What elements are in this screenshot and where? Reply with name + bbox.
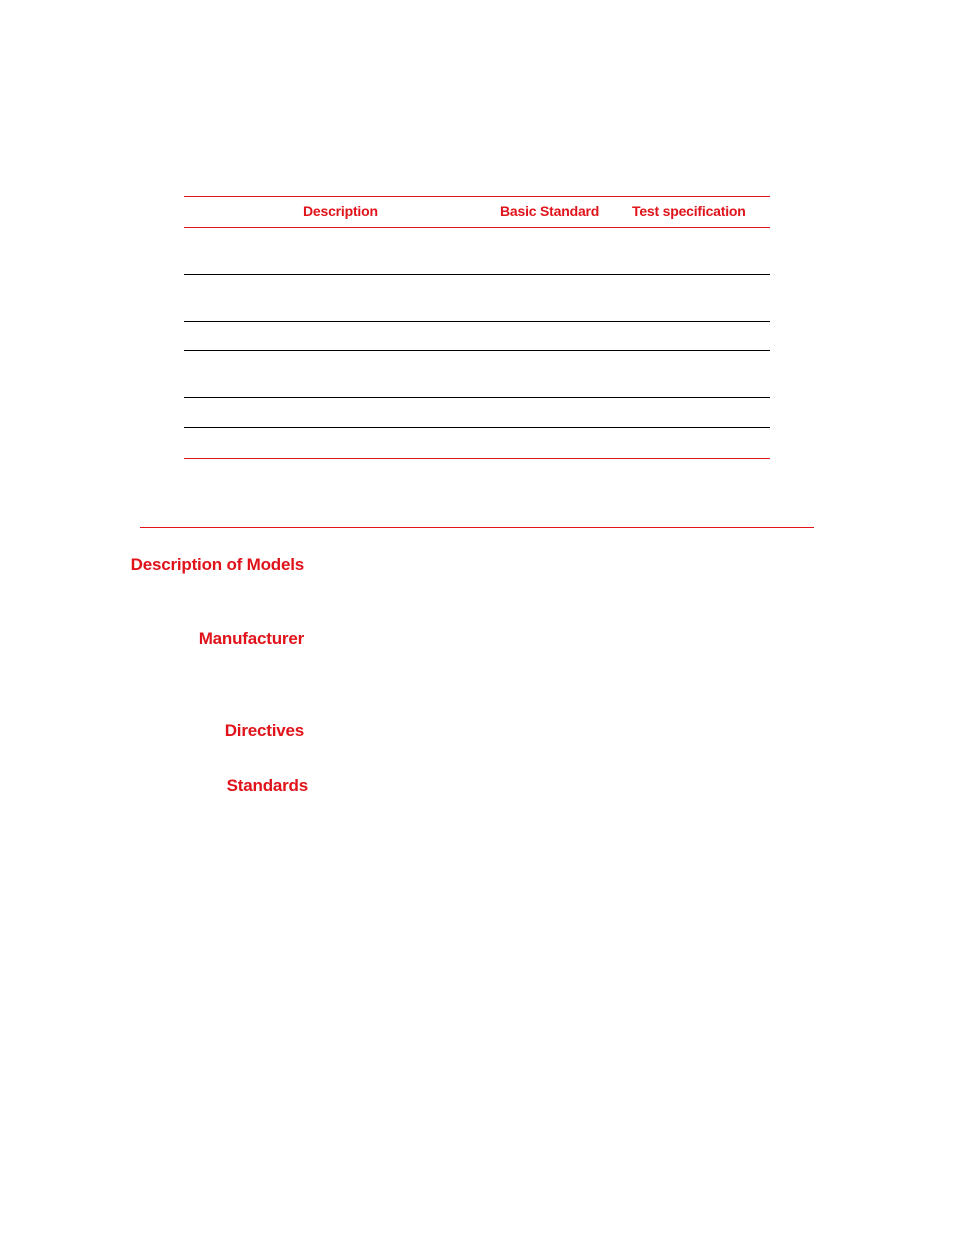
column-header-basic-standard: Basic Standard	[500, 203, 600, 219]
section-divider	[140, 527, 814, 528]
table-row	[184, 274, 770, 275]
header-bottom-rule	[184, 227, 770, 228]
heading-standards: Standards	[226, 776, 308, 795]
table-row	[184, 321, 770, 322]
heading-manufacturer: Manufacturer	[198, 629, 304, 648]
table-top-rule	[184, 196, 770, 197]
heading-description-of-models: Description of Models	[130, 555, 304, 574]
table-row	[184, 350, 770, 351]
table-row	[184, 397, 770, 398]
table-row	[184, 427, 770, 428]
table-bottom-rule	[184, 458, 770, 459]
heading-directives: Directives	[224, 721, 304, 740]
column-header-test-specification: Test specification	[632, 203, 746, 219]
column-header-description: Description	[303, 203, 378, 219]
